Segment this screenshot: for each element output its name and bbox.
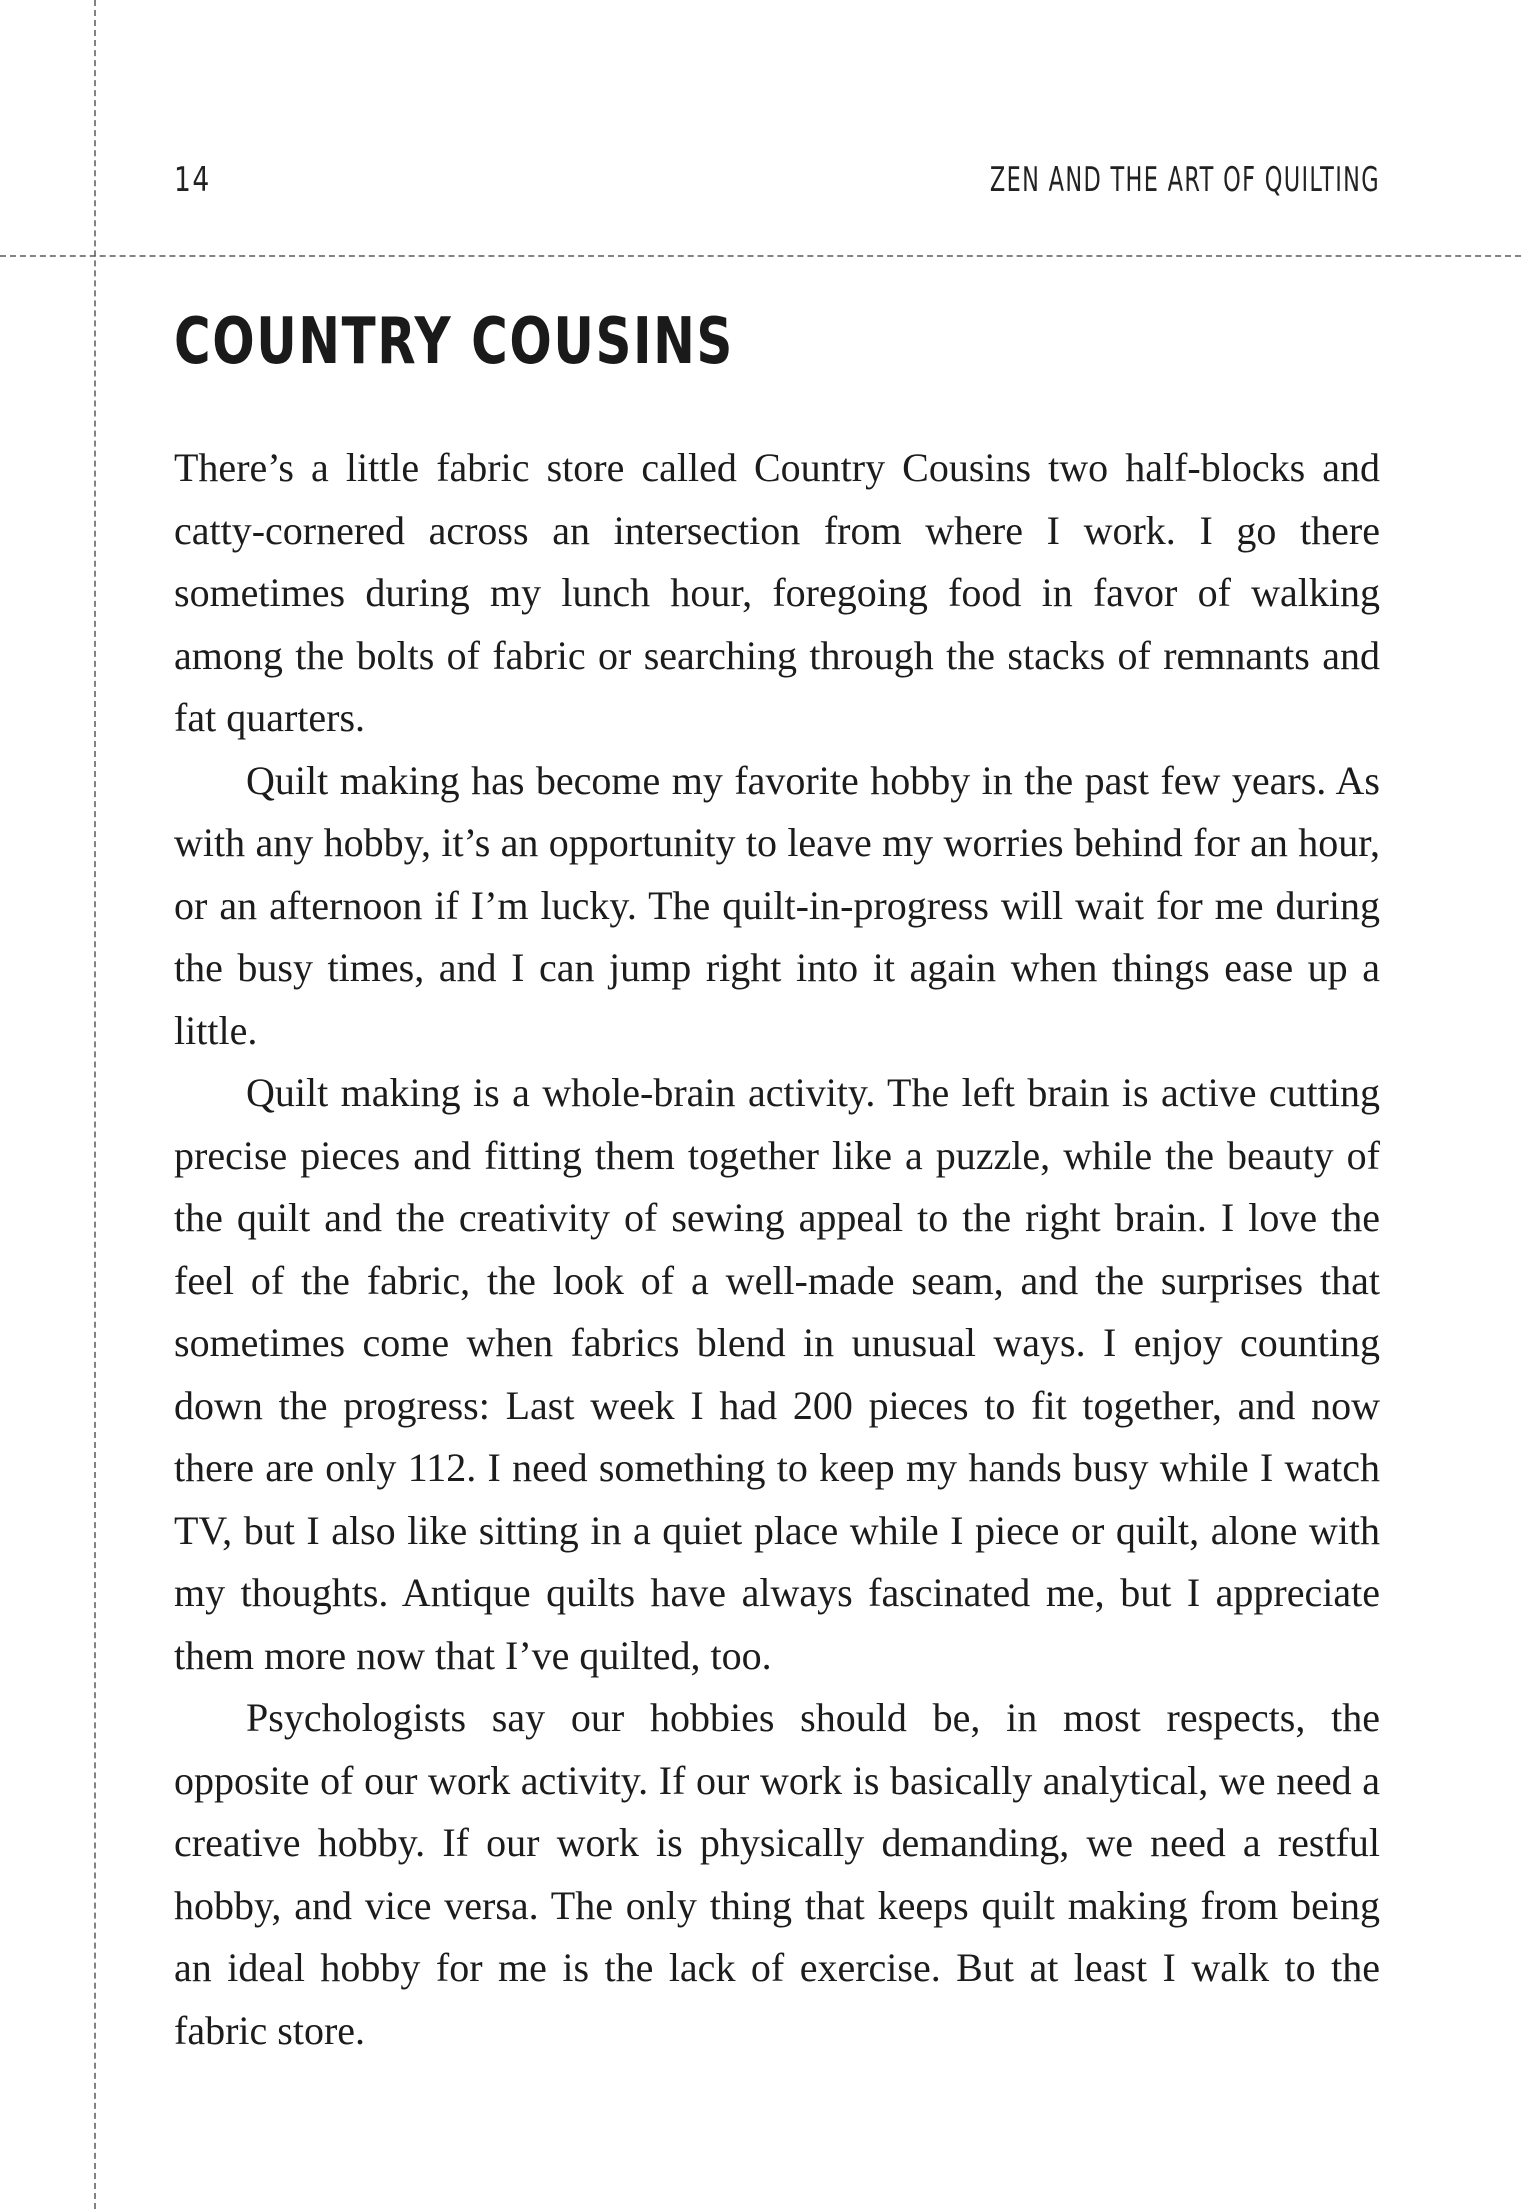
- chapter-title: COUNTRY COUSINS: [174, 305, 734, 379]
- paragraph: Quilt making has become my favorite hobby in the past few years. As with any hobby, it’s an opportunity to leave my worries behind for an hour, or an afternoon if I’m lucky. The quilt-in-progress will wait for me during the busy times, and I can jump right into it again when things ease up a little.: [174, 757, 1380, 1053]
- stitch-line-vertical: [94, 0, 96, 2209]
- book-title: ZEN AND THE ART OF QUILTING: [989, 160, 1380, 200]
- running-head: [174, 160, 1380, 204]
- paragraph: There’s a little fabric store called Country Cousins two half-blocks and catty-cornered across an intersection from where I work. I go there sometimes during my lunch hour, foregoing food in favor of walking among the bolts of fabric or searching through the stacks of remnants and fat quarters.: [174, 445, 1380, 740]
- paragraph: Psychologists say our hobbies should be, in most respects, the opposite of our work activity. If our work is basically analytical, we need a creative hobby. If our work is physically demanding, we need a restful hobby, and vice versa. The only thing that keeps quilt making from being an ideal hobby for me is the lack of exercise. But at least I walk to the fabric store.: [174, 1695, 1380, 2053]
- page-number: 14: [174, 160, 211, 200]
- stitch-line-horizontal: [0, 255, 1521, 257]
- body-text: [174, 437, 1380, 2062]
- paragraph: Quilt making is a whole-brain activity. The left brain is active cutting precise pieces and fitting them together like a puzzle, while the beauty of the quilt and the creativity of sewing appeal to the right brain. I love the feel of the fabric, the look of a well-made seam, and the surprises that sometimes come when fabrics blend in unusual ways. I enjoy counting down the progress: Last week I had 200 pieces to fit together, and now there are only 112. I need something to keep my hands busy while I watch TV, but I also like sitting in a quiet place while I piece or quilt, alone with my thoughts. Antique quilts have always fascinated me, but I appreciate them more now that I’ve quilted, too.: [174, 1070, 1380, 1678]
